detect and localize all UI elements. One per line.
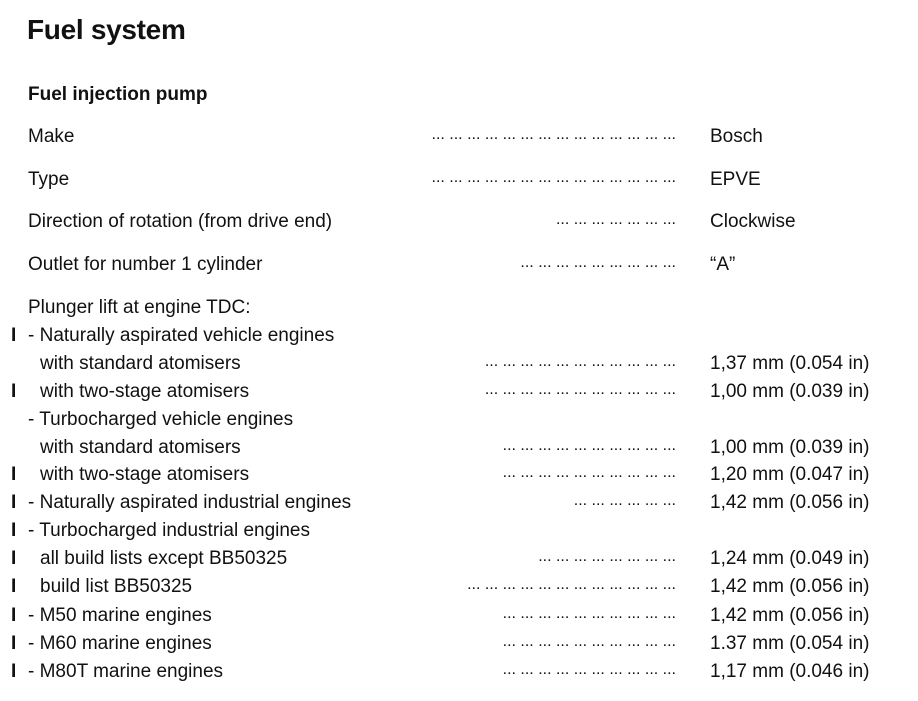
spec-label: with standard atomisers: [40, 353, 241, 374]
spec-value: 1,17 mm (0.046 in): [710, 661, 870, 682]
change-bar: I: [11, 464, 17, 485]
spec-label: - Turbocharged industrial engines: [28, 520, 311, 541]
spec-row-turbo-industrial: [0, 518, 918, 546]
change-bar: I: [11, 381, 17, 402]
leader-dots: ... ... ... ... ... ... ... ... ... ...: [502, 605, 676, 622]
spec-label: - M60 marine engines: [28, 633, 212, 654]
spec-row-na-vehicle: [0, 323, 918, 351]
spec-label: with two-stage atomisers: [40, 464, 250, 485]
leader-dots: ... ... ... ... ... ... ... ... ... ... ... ... ... ...: [431, 126, 676, 143]
spec-value: 1,42 mm (0.056 in): [710, 492, 870, 513]
change-bar: I: [11, 520, 17, 541]
spec-label: Plunger lift at engine TDC:: [28, 297, 251, 318]
spec-row-na-standard: [0, 351, 918, 379]
spec-row-turbo-vehicle: [0, 407, 918, 435]
spec-value: 1,00 mm (0.039 in): [710, 437, 870, 458]
change-bar: I: [11, 548, 17, 569]
spec-label: all build lists except BB50325: [40, 548, 288, 569]
change-bar: I: [11, 325, 17, 346]
spec-value: 1,42 mm (0.056 in): [710, 576, 870, 597]
spec-row-build-lists-except: [0, 546, 918, 574]
spec-label: Make: [28, 126, 75, 147]
spec-row-rotation: [0, 209, 918, 237]
spec-label: Type: [28, 169, 70, 190]
leader-dots: ... ... ... ... ... ... ... ... ... ...: [502, 464, 676, 481]
spec-row-turbo-standard: [0, 435, 918, 463]
spec-label: - M80T marine engines: [28, 661, 224, 682]
spec-row-m80t: [0, 659, 918, 687]
spec-value: EPVE: [710, 169, 761, 190]
spec-row-outlet: [0, 252, 918, 280]
spec-value: 1,37 mm (0.054 in): [710, 353, 870, 374]
leader-dots: ... ... ... ... ... ... ... ... ... ...: [502, 661, 676, 678]
spec-label: - Turbocharged vehicle engines: [28, 409, 294, 430]
spec-label: with two-stage atomisers: [40, 381, 250, 402]
spec-value: 1.37 mm (0.054 in): [710, 633, 870, 654]
change-bar: I: [11, 492, 17, 513]
spec-row-make: [0, 124, 918, 152]
spec-label: build list BB50325: [40, 576, 193, 597]
spec-row-plunger-heading: [0, 295, 918, 323]
spec-value: “A”: [710, 254, 736, 275]
change-bar: I: [11, 576, 17, 597]
section-subtitle: Fuel injection pump: [28, 84, 208, 105]
leader-dots: ... ... ... ... ... ... ...: [555, 211, 676, 228]
spec-value: Bosch: [710, 126, 763, 147]
spec-row-build-list: [0, 574, 918, 602]
spec-label: with standard atomisers: [40, 437, 241, 458]
spec-label: - Naturally aspirated industrial engines: [28, 492, 352, 513]
leader-dots: ... ... ... ... ... ... ... ... ... ...: [502, 633, 676, 650]
change-bar: I: [11, 605, 17, 626]
leader-dots: ... ... ... ... ... ... ... ... ... ...: [502, 437, 676, 454]
leader-dots: ... ... ... ... ... ... ... ... ... ... ... ...: [467, 576, 676, 593]
spec-value: 1,00 mm (0.039 in): [710, 381, 870, 402]
page-title: Fuel system: [27, 14, 186, 45]
change-bar: I: [11, 661, 17, 682]
spec-row-m60: [0, 631, 918, 659]
spec-label: Outlet for number 1 cylinder: [28, 254, 263, 275]
leader-dots: ... ... ... ... ... ... ... ... ... ... ...: [484, 353, 676, 370]
spec-value: 1,42 mm (0.056 in): [710, 605, 870, 626]
spec-label: - M50 marine engines: [28, 605, 212, 626]
spec-value: 1,24 mm (0.049 in): [710, 548, 870, 569]
leader-dots: ... ... ... ... ... ... ... ...: [538, 548, 676, 565]
spec-label: - Naturally aspirated vehicle engines: [28, 325, 335, 346]
spec-row-turbo-two-stage: [0, 462, 918, 490]
change-bar: I: [11, 633, 17, 654]
spec-value: 1,20 mm (0.047 in): [710, 464, 870, 485]
leader-dots: ... ... ... ... ... ... ... ... ... ... ... ... ... ...: [431, 169, 676, 186]
spec-row-m50: [0, 603, 918, 631]
spec-row-na-two-stage: [0, 379, 918, 407]
leader-dots: ... ... ... ... ... ...: [573, 492, 676, 509]
spec-value: Clockwise: [710, 211, 796, 232]
spec-row-type: [0, 167, 918, 195]
leader-dots: ... ... ... ... ... ... ... ... ... ... ...: [484, 381, 676, 398]
spec-row-na-industrial: [0, 490, 918, 518]
spec-label: Direction of rotation (from drive end): [28, 211, 333, 232]
leader-dots: ... ... ... ... ... ... ... ... ...: [520, 254, 676, 271]
